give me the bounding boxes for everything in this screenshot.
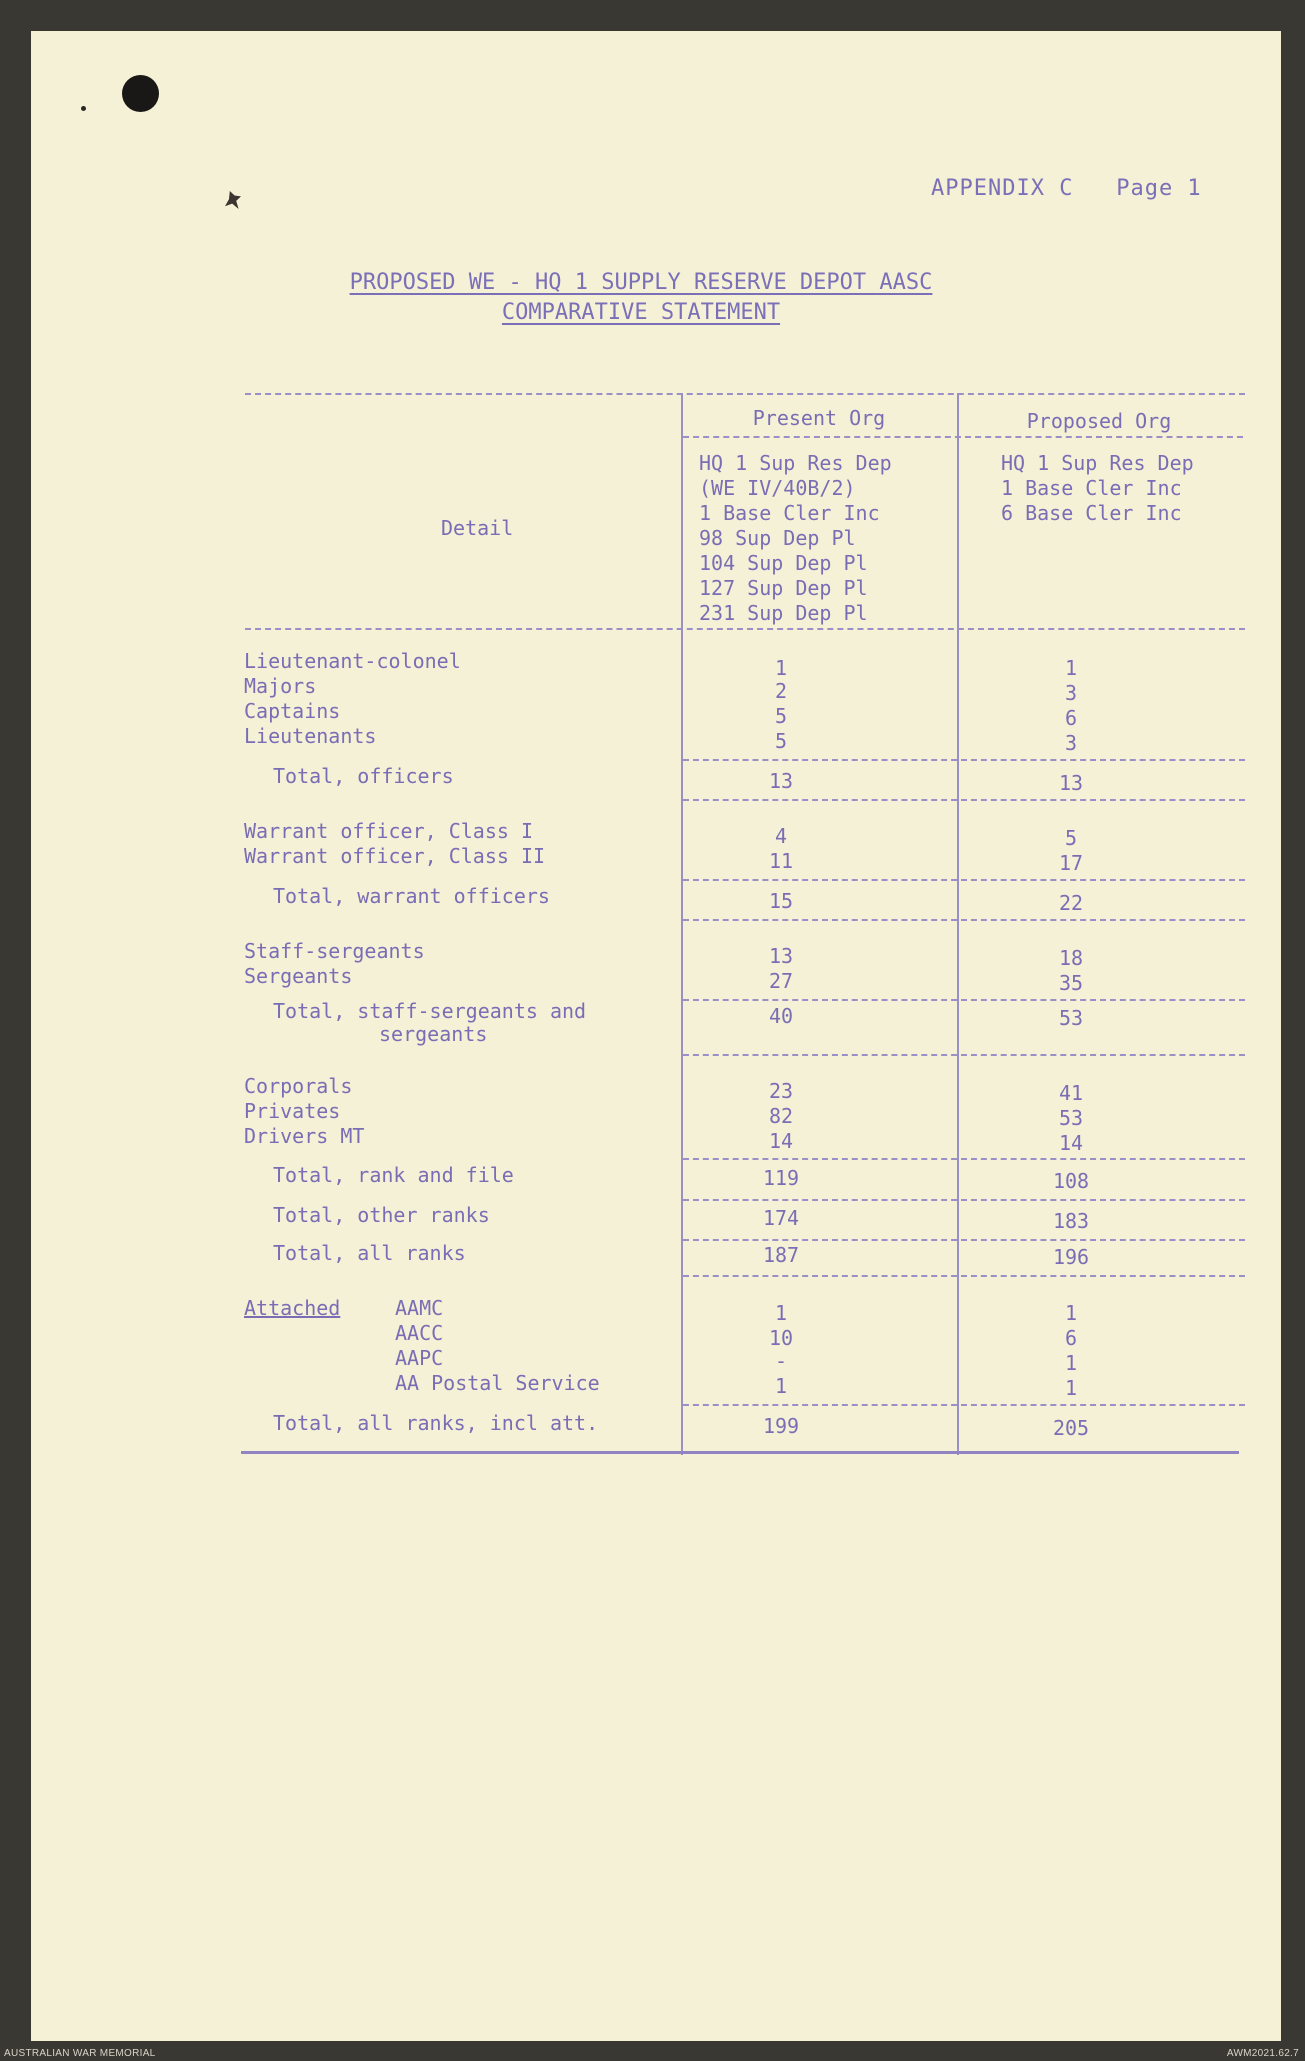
row-label: AACC	[395, 1321, 444, 1345]
appendix-header	[931, 176, 1202, 201]
proposed-grand-total: 205	[1052, 1416, 1090, 1440]
proposed-col-divider	[957, 393, 959, 1455]
present-value: 2	[774, 679, 788, 703]
total-label: Total, other ranks	[273, 1203, 490, 1227]
present-total: 40	[768, 1004, 794, 1028]
row-label: Drivers MT	[244, 1124, 365, 1148]
punch-hole	[122, 75, 159, 112]
present-total: 119	[762, 1166, 800, 1190]
present-value: 11	[768, 849, 794, 873]
present-grand-total: 199	[762, 1414, 800, 1438]
proposed-value: 14	[1058, 1131, 1084, 1155]
page-number: Page 1	[1116, 176, 1202, 201]
proposed-unit: 6 Base Cler Inc	[1001, 501, 1182, 525]
present-value: 82	[768, 1104, 794, 1128]
row-label: Staff-sergeants	[244, 939, 425, 963]
subtotal-rule	[683, 919, 1245, 921]
row-label: Warrant officer, Class II	[244, 844, 546, 868]
present-total: 174	[762, 1206, 800, 1230]
proposed-total: 53	[1058, 1006, 1084, 1030]
proposed-total: 22	[1058, 891, 1084, 915]
proposed-value: 18	[1058, 946, 1084, 970]
present-value: 4	[774, 824, 788, 848]
proposed-value: 3	[1064, 681, 1078, 705]
document-page	[31, 31, 1281, 2041]
proposed-value: 1	[1064, 1376, 1078, 1400]
proposed-value: 35	[1058, 971, 1084, 995]
proposed-value: 6	[1064, 706, 1078, 730]
total-label: Total, all ranks	[273, 1241, 466, 1265]
row-label: AA Postal Service	[395, 1371, 600, 1395]
subtotal-rule	[683, 1404, 1245, 1406]
present-unit: 127 Sup Dep Pl	[699, 576, 868, 600]
row-label: Lieutenant-colonel	[244, 649, 461, 673]
present-value: 14	[768, 1129, 794, 1153]
row-label: Sergeants	[244, 964, 353, 988]
subtotal-rule	[683, 999, 1245, 1001]
row-label: AAPC	[395, 1346, 444, 1370]
total-label: Total, warrant officers	[273, 884, 550, 908]
attached-heading: Attached	[244, 1296, 341, 1320]
footer-reference: AWM2021.62.7	[1226, 2048, 1299, 2059]
present-org-header: Present Org	[752, 406, 886, 430]
proposed-value: 53	[1058, 1106, 1084, 1130]
grand-total-label: Total, all ranks, incl att.	[273, 1411, 599, 1435]
proposed-value: 1	[1064, 1351, 1078, 1375]
present-unit: 104 Sup Dep Pl	[699, 551, 868, 575]
present-col-divider	[681, 393, 683, 1455]
title-line-2: COMPARATIVE STATEMENT	[501, 300, 781, 325]
subtotal-rule	[683, 1199, 1245, 1201]
present-value: 13	[768, 944, 794, 968]
subtotal-rule	[683, 879, 1245, 881]
present-value: 10	[768, 1326, 794, 1350]
total-label: Total, rank and file	[273, 1163, 514, 1187]
present-total: 13	[768, 769, 794, 793]
present-value: 27	[768, 969, 794, 993]
row-label: Captains	[244, 699, 341, 723]
total-label: Total, staff-sergeants and	[273, 999, 587, 1023]
proposed-unit: 1 Base Cler Inc	[1001, 476, 1182, 500]
present-total: 15	[768, 889, 794, 913]
proposed-value: 5	[1064, 826, 1078, 850]
present-value: -	[774, 1349, 788, 1373]
proposed-value: 6	[1064, 1326, 1078, 1350]
present-value: 5	[774, 729, 788, 753]
present-total: 187	[762, 1243, 800, 1267]
row-label: Privates	[244, 1099, 341, 1123]
proposed-unit: HQ 1 Sup Res Dep	[1001, 451, 1194, 475]
ink-speck	[81, 106, 86, 111]
proposed-total: 183	[1052, 1209, 1090, 1233]
proposed-total: 13	[1058, 771, 1084, 795]
title-line-1: PROPOSED WE - HQ 1 SUPPLY RESERVE DEPOT AASC	[349, 270, 933, 295]
present-unit: 1 Base Cler Inc	[699, 501, 880, 525]
present-unit: 231 Sup Dep Pl	[699, 601, 868, 625]
total-label-continued: sergeants	[379, 1022, 488, 1046]
header-bottom-rule	[245, 628, 1245, 630]
proposed-total: 108	[1052, 1169, 1090, 1193]
present-value: 23	[768, 1079, 794, 1103]
present-value: 1	[774, 1374, 788, 1398]
total-label: Total, officers	[273, 764, 454, 788]
subtotal-rule	[683, 1054, 1245, 1056]
subtotal-rule	[683, 799, 1245, 801]
row-label: Lieutenants	[244, 724, 377, 748]
appendix-label: APPENDIX C	[931, 176, 1074, 201]
subtotal-rule	[683, 1239, 1245, 1241]
row-label: AAMC	[395, 1296, 444, 1320]
subtotal-rule	[683, 1275, 1245, 1277]
proposed-value: 41	[1058, 1081, 1084, 1105]
subtotal-rule	[683, 759, 1245, 761]
detail-column-header: Detail	[441, 516, 514, 540]
document-title	[291, 268, 991, 328]
present-unit: HQ 1 Sup Res Dep	[699, 451, 892, 475]
proposed-org-header: Proposed Org	[1026, 409, 1172, 433]
paper-tear	[225, 191, 241, 209]
footer-institution: AUSTRALIAN WAR MEMORIAL	[4, 2048, 156, 2059]
present-value: 1	[774, 656, 788, 680]
present-unit: (WE IV/40B/2)	[699, 476, 856, 500]
present-value: 5	[774, 704, 788, 728]
subtotal-rule	[683, 1158, 1245, 1160]
row-label: Warrant officer, Class I	[244, 819, 533, 843]
proposed-total: 196	[1052, 1245, 1090, 1269]
present-value: 1	[774, 1301, 788, 1325]
proposed-value: 3	[1064, 731, 1078, 755]
row-label: Corporals	[244, 1074, 353, 1098]
table-bottom-rule	[241, 1451, 1239, 1454]
proposed-value: 1	[1064, 1301, 1078, 1325]
present-unit: 98 Sup Dep Pl	[699, 526, 856, 550]
row-label: Majors	[244, 674, 317, 698]
org-header-rule	[683, 436, 1243, 438]
proposed-value: 17	[1058, 851, 1084, 875]
table-top-rule	[245, 393, 1245, 395]
proposed-value: 1	[1064, 656, 1078, 680]
